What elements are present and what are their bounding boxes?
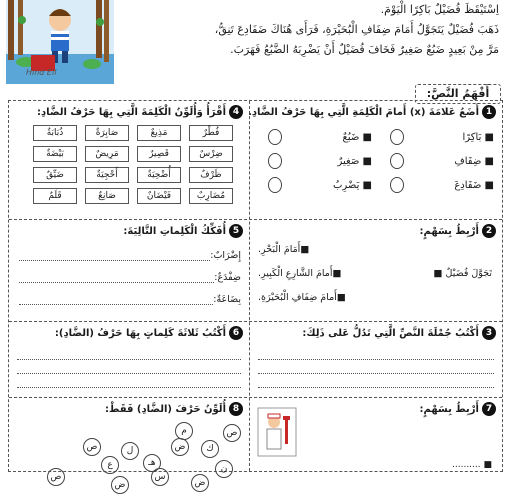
question-8 [9, 398, 249, 490]
question-number: 7 [482, 402, 496, 416]
decompose-row[interactable]: إِضْرَابٌ: [9, 244, 241, 266]
letter-circle[interactable]: هـ [143, 454, 161, 472]
question-8-text: أُلَوِّنُ حَرْفَ (الضَّادِ) فَقَطْ: [105, 403, 226, 415]
answer-line[interactable] [258, 360, 494, 374]
answer-circle[interactable] [390, 129, 404, 145]
decompose-row[interactable]: ضِفْدَعٌ: [9, 266, 241, 288]
question-3 [250, 322, 502, 396]
answer-circle[interactable] [268, 177, 282, 193]
word-box[interactable]: فَيْضَانٌ [137, 188, 181, 204]
answer-circle[interactable] [390, 153, 404, 169]
q1-row: ■ بَاكِرًا ■ ضَبُعٌ [250, 125, 494, 149]
question-number: 3 [482, 326, 496, 340]
letter-circle[interactable]: ص [223, 424, 241, 442]
answer-line[interactable] [258, 374, 494, 388]
question-4-text: أَقْرَأُ وَأُلَوِّنُ الْكَلِمَةَ الَّتِي بِهَا حَرْفُ الضَّادِ: [36, 106, 226, 118]
letter-circle[interactable]: ض [171, 438, 189, 456]
word-box[interactable]: بَيْضَةٌ [33, 146, 77, 162]
decompose-row[interactable]: بِضَاعَةٌ: [9, 288, 241, 310]
word-box[interactable]: صَانِعٌ [85, 188, 129, 204]
letter-circle[interactable]: ض [111, 476, 129, 494]
question-3-text: أَكْتُبُ جُمْلَةَ النَّصِّ الَّتِي تَدُلُّ عَلى ذَلِكَ: [302, 327, 479, 339]
question-number: 6 [229, 326, 243, 340]
answer-blank[interactable]: ■ .......... [452, 460, 492, 470]
question-number: 4 [229, 105, 243, 119]
story-line-3: مَرَّ مِنْ بَعِيدٍ ضَبُعٌ صَغِيرٌ فَخَافَ فُضَيْلٌ أَنْ يَضْرِبَهُ الضَّبُعُ فَهَرَبَ. [230, 43, 499, 56]
boy-by-lake-image [6, 0, 114, 84]
letter-circle[interactable]: ع [101, 456, 119, 474]
word-box[interactable]: مُضَارِبٌ [189, 188, 233, 204]
question-7 [250, 398, 502, 471]
word-box[interactable]: مَذِيعٌ [137, 125, 181, 141]
story-line-1: اِسْتَيْقَظَ فُضَيْلٌ بَاكِرًا الْيَوْمَ. [380, 3, 499, 16]
word-box[interactable]: ضِرْسٌ [189, 146, 233, 162]
word-box[interactable]: مَرِيضٌ [85, 146, 129, 162]
nurse-image [258, 408, 296, 456]
answer-circle[interactable] [268, 129, 282, 145]
word-box[interactable]: صَابِرَةٌ [85, 125, 129, 141]
letter-circle[interactable]: س [151, 468, 169, 486]
letter-circles [9, 416, 249, 496]
question-1 [250, 101, 502, 219]
question-7-text: أَرْبِطُ بِسَهْمٍ: [419, 403, 479, 415]
q1-row: ■ ضَفَادِعَ ■ يَضْرِبُ [250, 173, 494, 197]
letter-circle[interactable]: ص [83, 438, 101, 456]
letter-circle[interactable]: ل [121, 442, 139, 460]
story-line-2: ذَهَبَ فُضَيْلٌ يَتَجَوَّلُ أَمَامَ ضِفَافِ الْبُحَيْرَةِ، فَرَأَى هُنَاكَ ضَفَادِعَ تَنِقُّ، [214, 23, 499, 36]
word-box[interactable]: قَصِيرٌ [137, 146, 181, 162]
letter-circle[interactable]: ض [191, 474, 209, 492]
section-title: أَفْهَمُ النَّصَّ: [415, 84, 501, 104]
match-left-phrase[interactable]: تَجَوَّلَ فُضَيْلٌ ■ [433, 268, 492, 279]
question-2-text: أَرْبِطُ بِسَهْمٍ: [419, 225, 479, 237]
question-6-text: أَكْتُبُ ثَلاثَةَ كَلِماتٍ بِهَا حَرْفُ (الضَّادِ): [54, 327, 226, 339]
question-number: 8 [229, 402, 243, 416]
watermark: Hind Ell [26, 68, 57, 77]
answer-circle[interactable] [268, 153, 282, 169]
question-number: 1 [482, 105, 496, 119]
question-4 [9, 101, 249, 219]
match-option[interactable]: ■أَمامَ ضِفَافِ الْبُحَيْرَةِ. [258, 292, 346, 303]
word-box[interactable]: قَلَمٌ [33, 188, 77, 204]
question-5-text: أُفَكِّكُ الْكَلِماتِ التَّالِيَةَ: [123, 225, 226, 237]
answer-line[interactable] [17, 360, 241, 374]
match-option[interactable]: ■أَمَامَ الْبَحْرِ. [258, 244, 310, 255]
letter-circle[interactable]: ك [201, 440, 219, 458]
letter-circle[interactable]: ن [215, 460, 233, 478]
story-text [120, 0, 499, 68]
answer-circle[interactable] [390, 177, 404, 193]
question-6 [9, 322, 249, 396]
answer-line[interactable] [17, 374, 241, 388]
word-grid [9, 125, 233, 204]
word-box[interactable]: ظَرْفٌ [189, 167, 233, 183]
question-2 [250, 220, 502, 320]
question-number: 5 [229, 224, 243, 238]
question-number: 2 [482, 224, 496, 238]
boy-illustration [6, 0, 114, 84]
letter-circle[interactable]: م [175, 422, 193, 440]
word-box[interactable]: أَحْجِيَةٌ [85, 167, 129, 183]
word-box[interactable]: ذُبَابَةٌ [33, 125, 77, 141]
word-box[interactable]: ضَيِّقٌ [33, 167, 77, 183]
match-option[interactable]: ■أَمامَ الشَّارِعِ الْكَبِيرِ. [258, 268, 342, 279]
answer-line[interactable] [17, 346, 241, 360]
word-box[interactable]: أُضْحِيَةٌ [137, 167, 181, 183]
questions-grid [8, 100, 503, 490]
answer-line[interactable] [258, 346, 494, 360]
word-box[interactable]: فُطْرٌ [189, 125, 233, 141]
question-1-text: أَضَعُ عَلامَةَ (x) أَمامَ الْكَلِمَةِ الَّتِي بِهَا حَرْفُ الضَّادِ. [248, 106, 479, 118]
letter-circle[interactable]: ص [47, 468, 65, 486]
q1-row: ■ ضِفَافِ ■ صَغِيرٌ [250, 149, 494, 173]
question-5 [9, 220, 249, 320]
nurse-icon [258, 408, 296, 456]
